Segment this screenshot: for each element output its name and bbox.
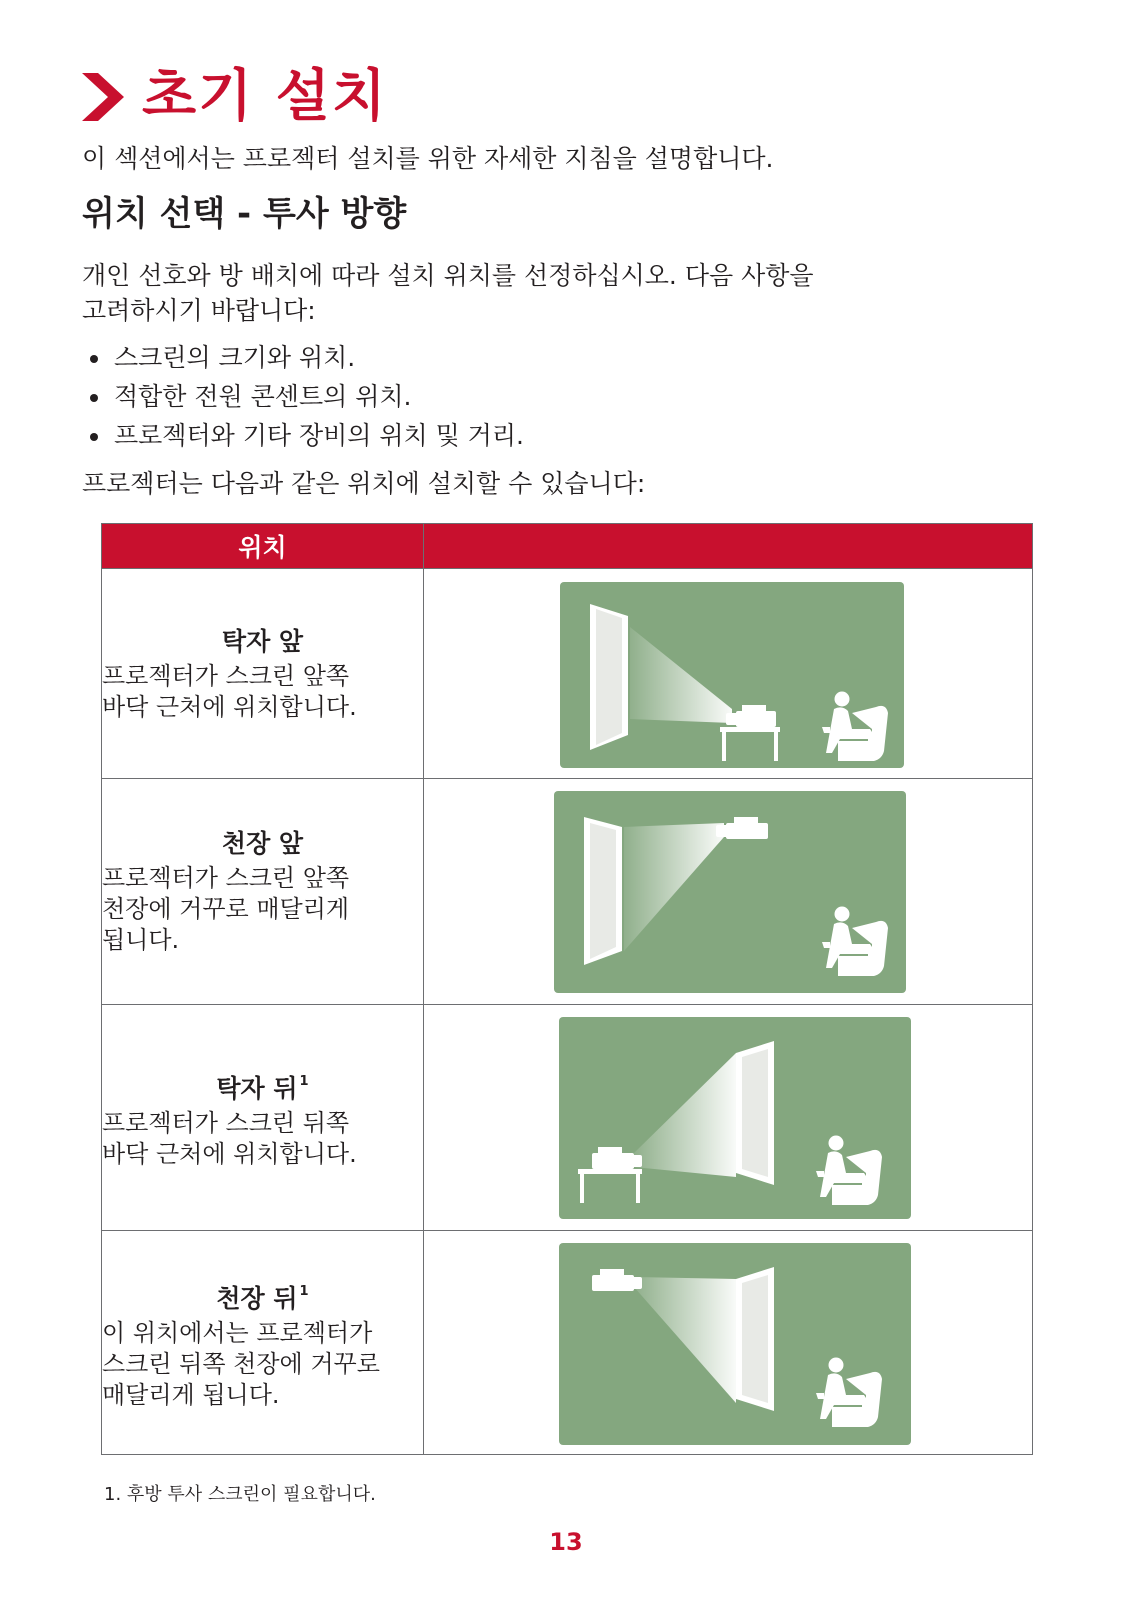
position-name: 천장 뒤 $^1$ — [216, 1283, 309, 1313]
section-title: 위치 선택 - 투사 방향 — [82, 194, 407, 234]
page-number: 13 — [549, 1528, 583, 1556]
intro-text: 이 섹션에서는 프로젝터 설치를 위한 자세한 지침을 설명합니다. — [82, 144, 774, 173]
position-text — [102, 1108, 423, 1170]
description-line: 됩니다. — [102, 926, 180, 954]
illustration-cell — [424, 779, 1033, 1005]
rear-ceiling-illustration — [424, 1231, 1033, 1453]
position-description — [102, 569, 424, 779]
description-line: 매달리게 됩니다. — [102, 1380, 280, 1409]
table-row — [102, 1005, 1033, 1231]
table-row — [102, 569, 1033, 779]
description-line: 바닥 근처에 위치합니다. — [102, 1140, 357, 1168]
position-description — [102, 779, 424, 1005]
position-description — [102, 1231, 424, 1455]
list-item: 적합한 전원 콘센트의 위치. — [82, 377, 524, 416]
paragraph-line: 개인 선호와 방 배치에 따라 설치 위치를 선정하십시오. 다음 사항을 — [82, 261, 814, 290]
table-row — [102, 779, 1033, 1005]
position-text — [102, 863, 423, 956]
instruction-paragraph — [82, 258, 982, 328]
illustration-cell — [424, 1231, 1033, 1455]
front-table-illustration — [424, 569, 1033, 777]
table-header-illustration — [424, 524, 1033, 569]
description-line: 천장에 거꾸로 매달리게 — [102, 895, 350, 923]
illustration-cell — [424, 569, 1033, 779]
illustration-cell — [424, 1005, 1033, 1231]
position-text — [102, 1318, 423, 1411]
description-line: 바닥 근처에 위치합니다. — [102, 692, 357, 721]
table-row — [102, 1231, 1033, 1455]
position-name: 탁자 뒤 $^1$ — [216, 1074, 309, 1103]
rear-table-illustration — [424, 1005, 1033, 1229]
front-ceiling-illustration — [424, 779, 1033, 1003]
description-line: 프로젝터가 스크린 앞쪽 — [102, 661, 350, 690]
consideration-list — [82, 338, 524, 455]
title-row — [82, 62, 388, 132]
position-description — [102, 1005, 424, 1231]
paragraph-line: 고려하시기 바랍니다: — [82, 296, 316, 325]
list-item: 프로젝터와 기타 장비의 위치 및 거리. — [82, 416, 524, 455]
description-line: 이 위치에서는 프로젝터가 — [102, 1318, 373, 1347]
table-header-position: 위치 — [102, 524, 424, 569]
position-name: 천장 앞 — [221, 829, 304, 858]
footnote: 1. 후방 투사 스크린이 필요합니다. — [104, 1484, 376, 1505]
description-line: 스크린 뒤쪽 천장에 거꾸로 — [102, 1349, 380, 1378]
description-line: 프로젝터가 스크린 뒤쪽 — [102, 1109, 350, 1137]
position-table — [101, 523, 1033, 1455]
list-item: 스크린의 크기와 위치. — [82, 338, 524, 377]
page-title: 초기 설치 — [142, 64, 388, 129]
position-name: 탁자 앞 — [221, 626, 304, 656]
position-text — [102, 661, 423, 723]
chevron-right-icon — [82, 73, 124, 121]
description-line: 프로젝터가 스크린 앞쪽 — [102, 864, 350, 892]
positions-intro: 프로젝터는 다음과 같은 위치에 설치할 수 있습니다: — [82, 469, 646, 498]
table-header-row — [102, 524, 1033, 569]
